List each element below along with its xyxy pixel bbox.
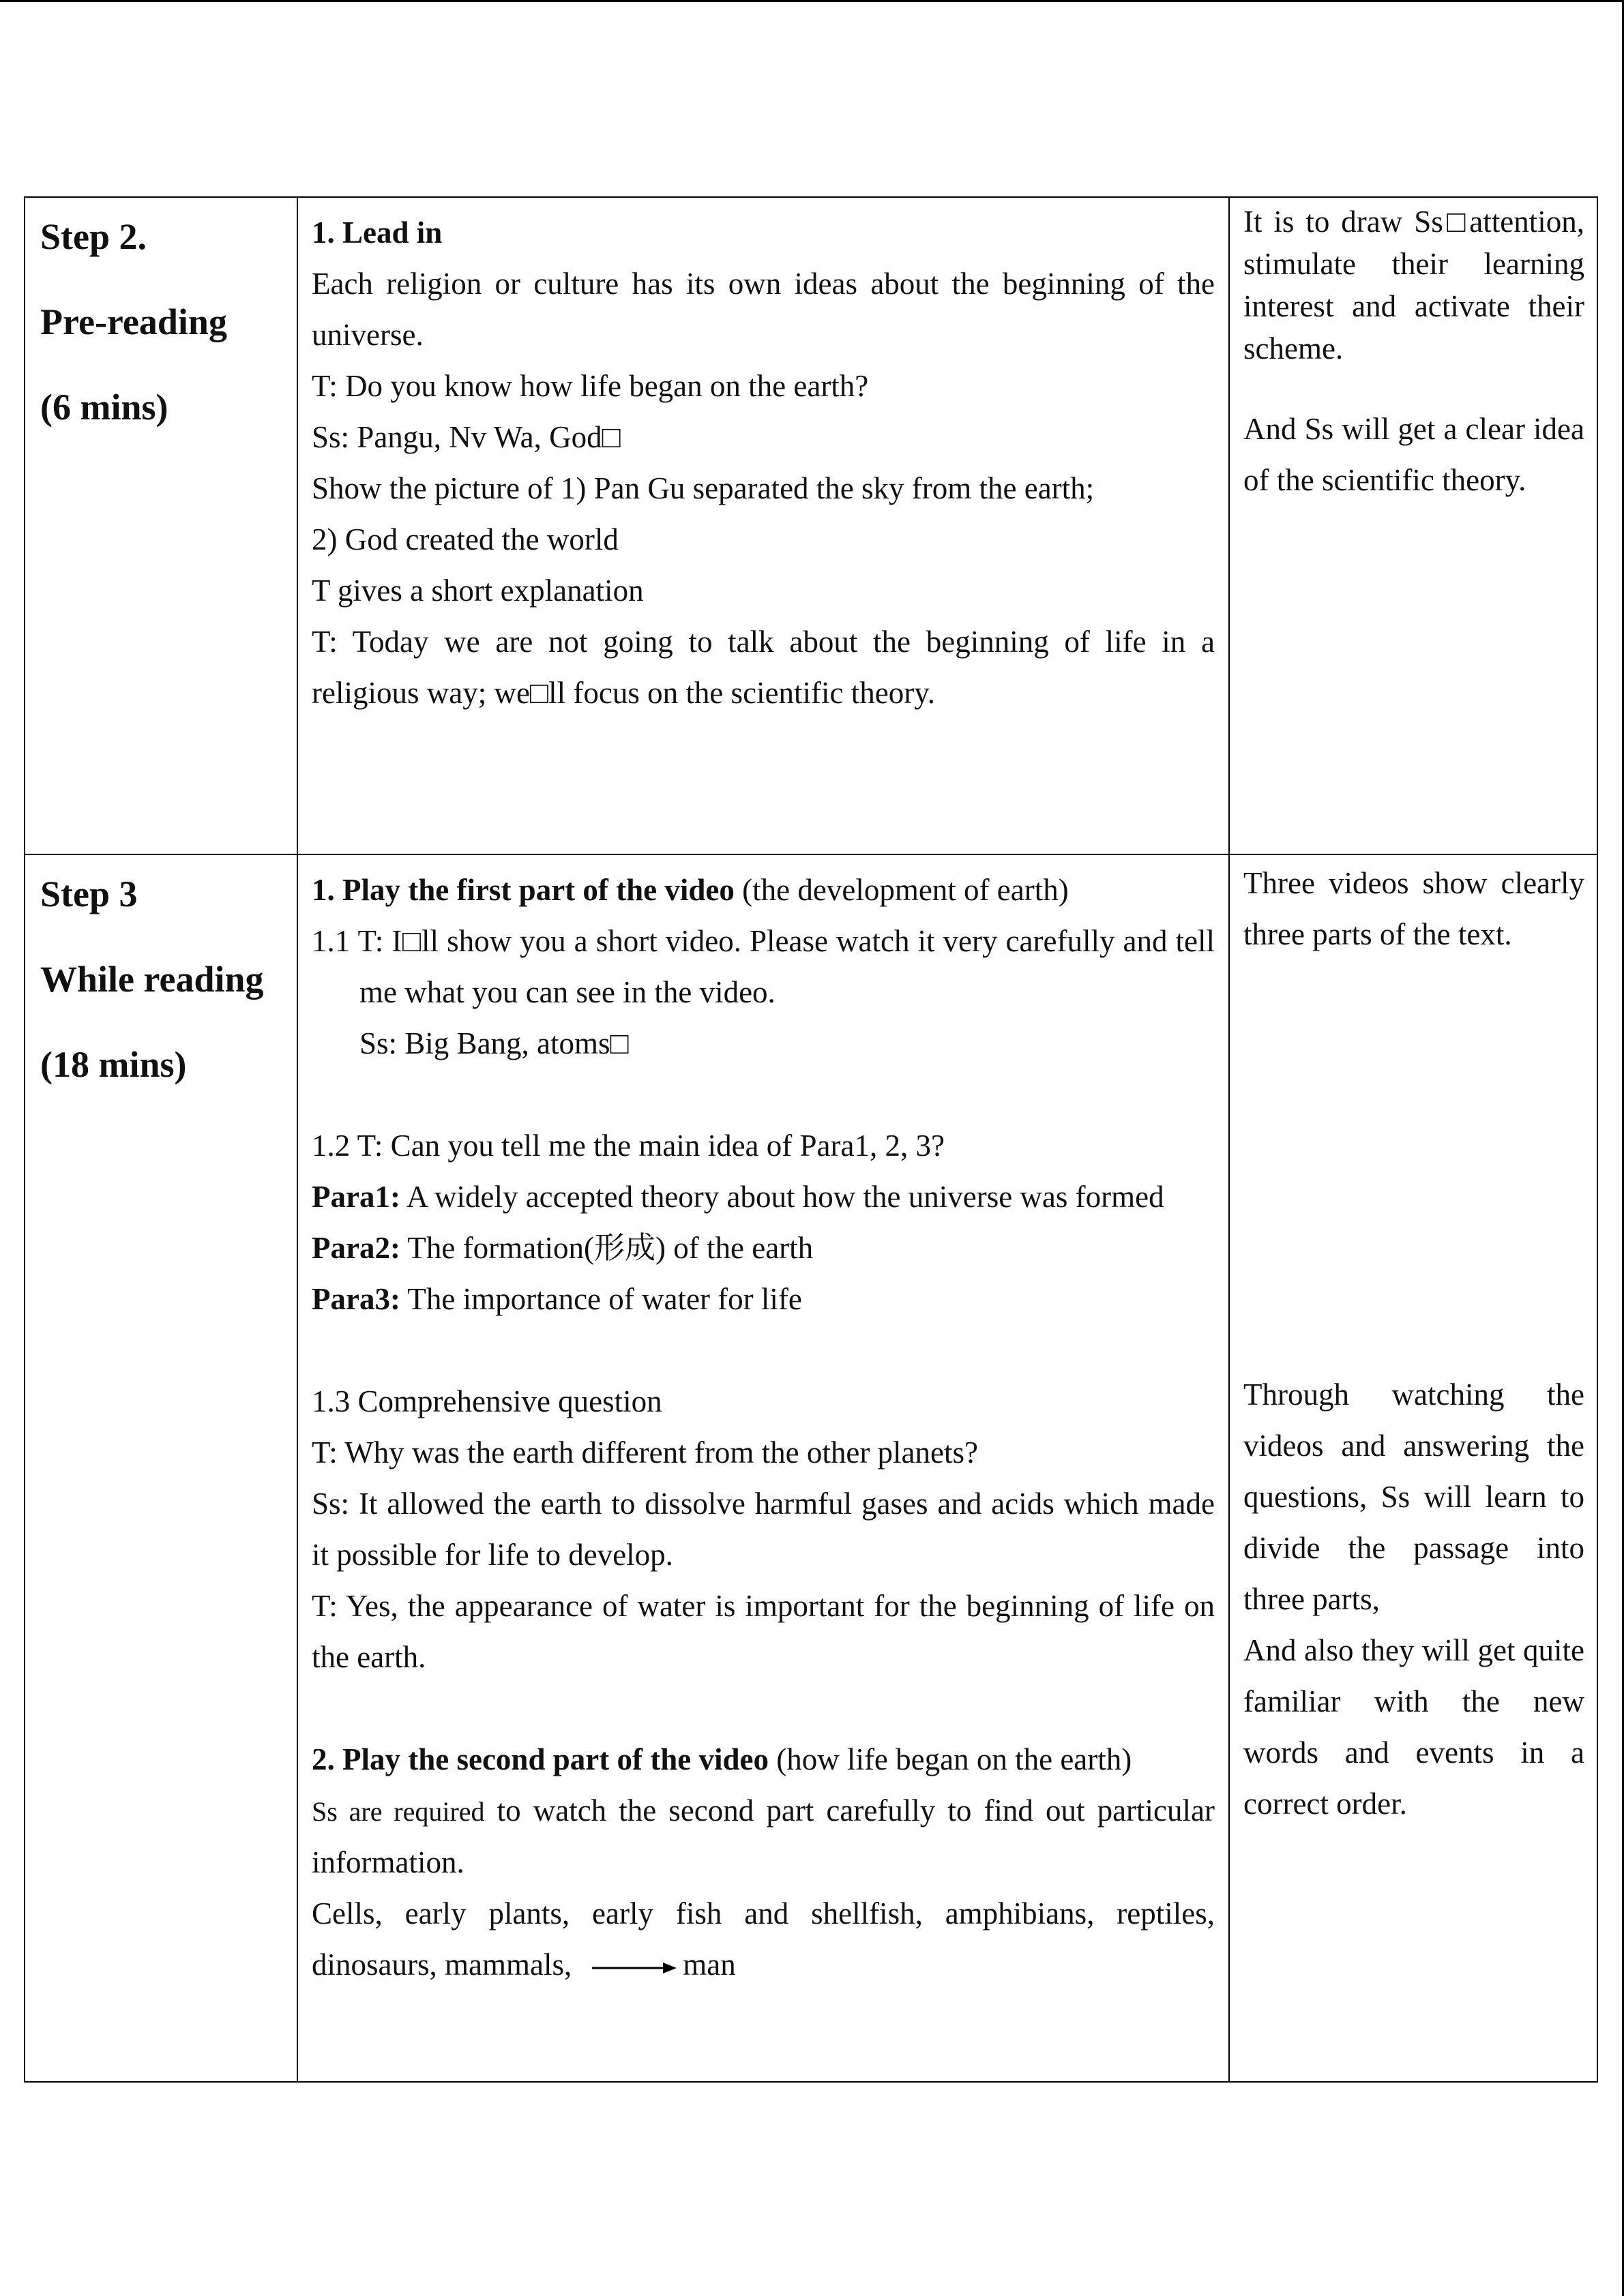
part2-note: (how life began on the earth) [768, 1742, 1132, 1776]
para-text: The importance of water for life [400, 1282, 802, 1316]
question-1-1: 1.1 T: I□ll show you a short video. Please watch it very carefully and tell me what you can see in the video. [312, 924, 1215, 1009]
lesson-plan-table [24, 196, 1598, 2083]
step-2-label-cell [25, 197, 297, 854]
part2-small: Ss are required [312, 1796, 485, 1827]
answer-1-1: Ss: Big Bang, atoms□ [359, 1026, 629, 1060]
part1-note: (the development of earth) [734, 873, 1069, 907]
para-label: Para1: [312, 1180, 400, 1214]
step-name: Step 2. [40, 216, 147, 257]
part2-text: to watch the second part carefully to find out particular information. [312, 1793, 1215, 1879]
purpose-note: It is to draw Ss□attention, stimulate their learning interest and activate their scheme. [1243, 205, 1584, 366]
content-line: Show the picture of 1) Pan Gu separated the sky from the earth; [312, 471, 1095, 505]
step-3-label-cell [25, 854, 297, 2082]
step-time: (6 mins) [40, 387, 168, 428]
sequence-text: Cells, early plants, early fish and shellfish, amphibians, reptiles, dinosaurs, mammals, [312, 1896, 1215, 1982]
content-line: Ss: It allowed the earth to dissolve harmful gases and acids which made it possible for life to develop. [312, 1487, 1215, 1572]
step-phase: While reading [40, 959, 264, 1000]
purpose-note: And also they will get quite familiar with the new words and events in a correct order. [1243, 1633, 1584, 1821]
content-line: T: Do you know how life began on the earth? [312, 369, 869, 403]
purpose-note: Three videos show clearly three parts of the text. [1243, 866, 1584, 951]
part2-heading: 2. Play the second part of the video [312, 1742, 769, 1776]
step-3-content-cell [297, 854, 1229, 2082]
arrow-right-icon [592, 1958, 677, 1978]
content-line: Ss: Pangu, Nv Wa, God□ [312, 420, 621, 454]
lead-in-heading: 1. Lead in [312, 215, 443, 250]
content-line: T: Yes, the appearance of water is important for the beginning of life on the earth. [312, 1589, 1215, 1674]
content-line: Each religion or culture has its own ideas about the beginning of the universe. [312, 267, 1215, 352]
question-1-2: 1.2 T: Can you tell me the main idea of Para1, 2, 3? [312, 1129, 945, 1163]
part1-heading: 1. Play the first part of the video [312, 873, 735, 907]
purpose-note: And Ss will get a clear idea of the scientific theory. [1243, 412, 1584, 497]
para-text: The formation(形成) of the earth [400, 1231, 814, 1265]
content-line: T: Why was the earth different from the other planets? [312, 1435, 978, 1470]
content-line: T gives a short explanation [312, 573, 644, 608]
content-line: T: Today we are not going to talk about the beginning of life in a religious way; we□ll focus on the scientific theory. [312, 625, 1215, 710]
purpose-note: Through watching the videos and answering the questions, Ss will learn to divide the passage into three parts, [1243, 1377, 1584, 1616]
para-text: A widely accepted theory about how the universe was formed [400, 1180, 1164, 1214]
step-time: (18 mins) [40, 1044, 187, 1085]
para-label: Para2: [312, 1231, 400, 1265]
content-line: 2) God created the world [312, 522, 619, 556]
step-3-row [25, 854, 1597, 2082]
step-name: Step 3 [40, 874, 138, 914]
step-phase: Pre-reading [40, 301, 227, 342]
page-top-border [0, 0, 1624, 2]
step-2-row [25, 197, 1597, 854]
step-2-content-cell [297, 197, 1229, 854]
sequence-end: man [683, 1948, 736, 1982]
para-label: Para3: [312, 1282, 400, 1316]
question-1-3: 1.3 Comprehensive question [312, 1384, 662, 1418]
step-3-notes-cell [1229, 854, 1597, 2082]
step-2-notes-cell [1229, 197, 1597, 854]
